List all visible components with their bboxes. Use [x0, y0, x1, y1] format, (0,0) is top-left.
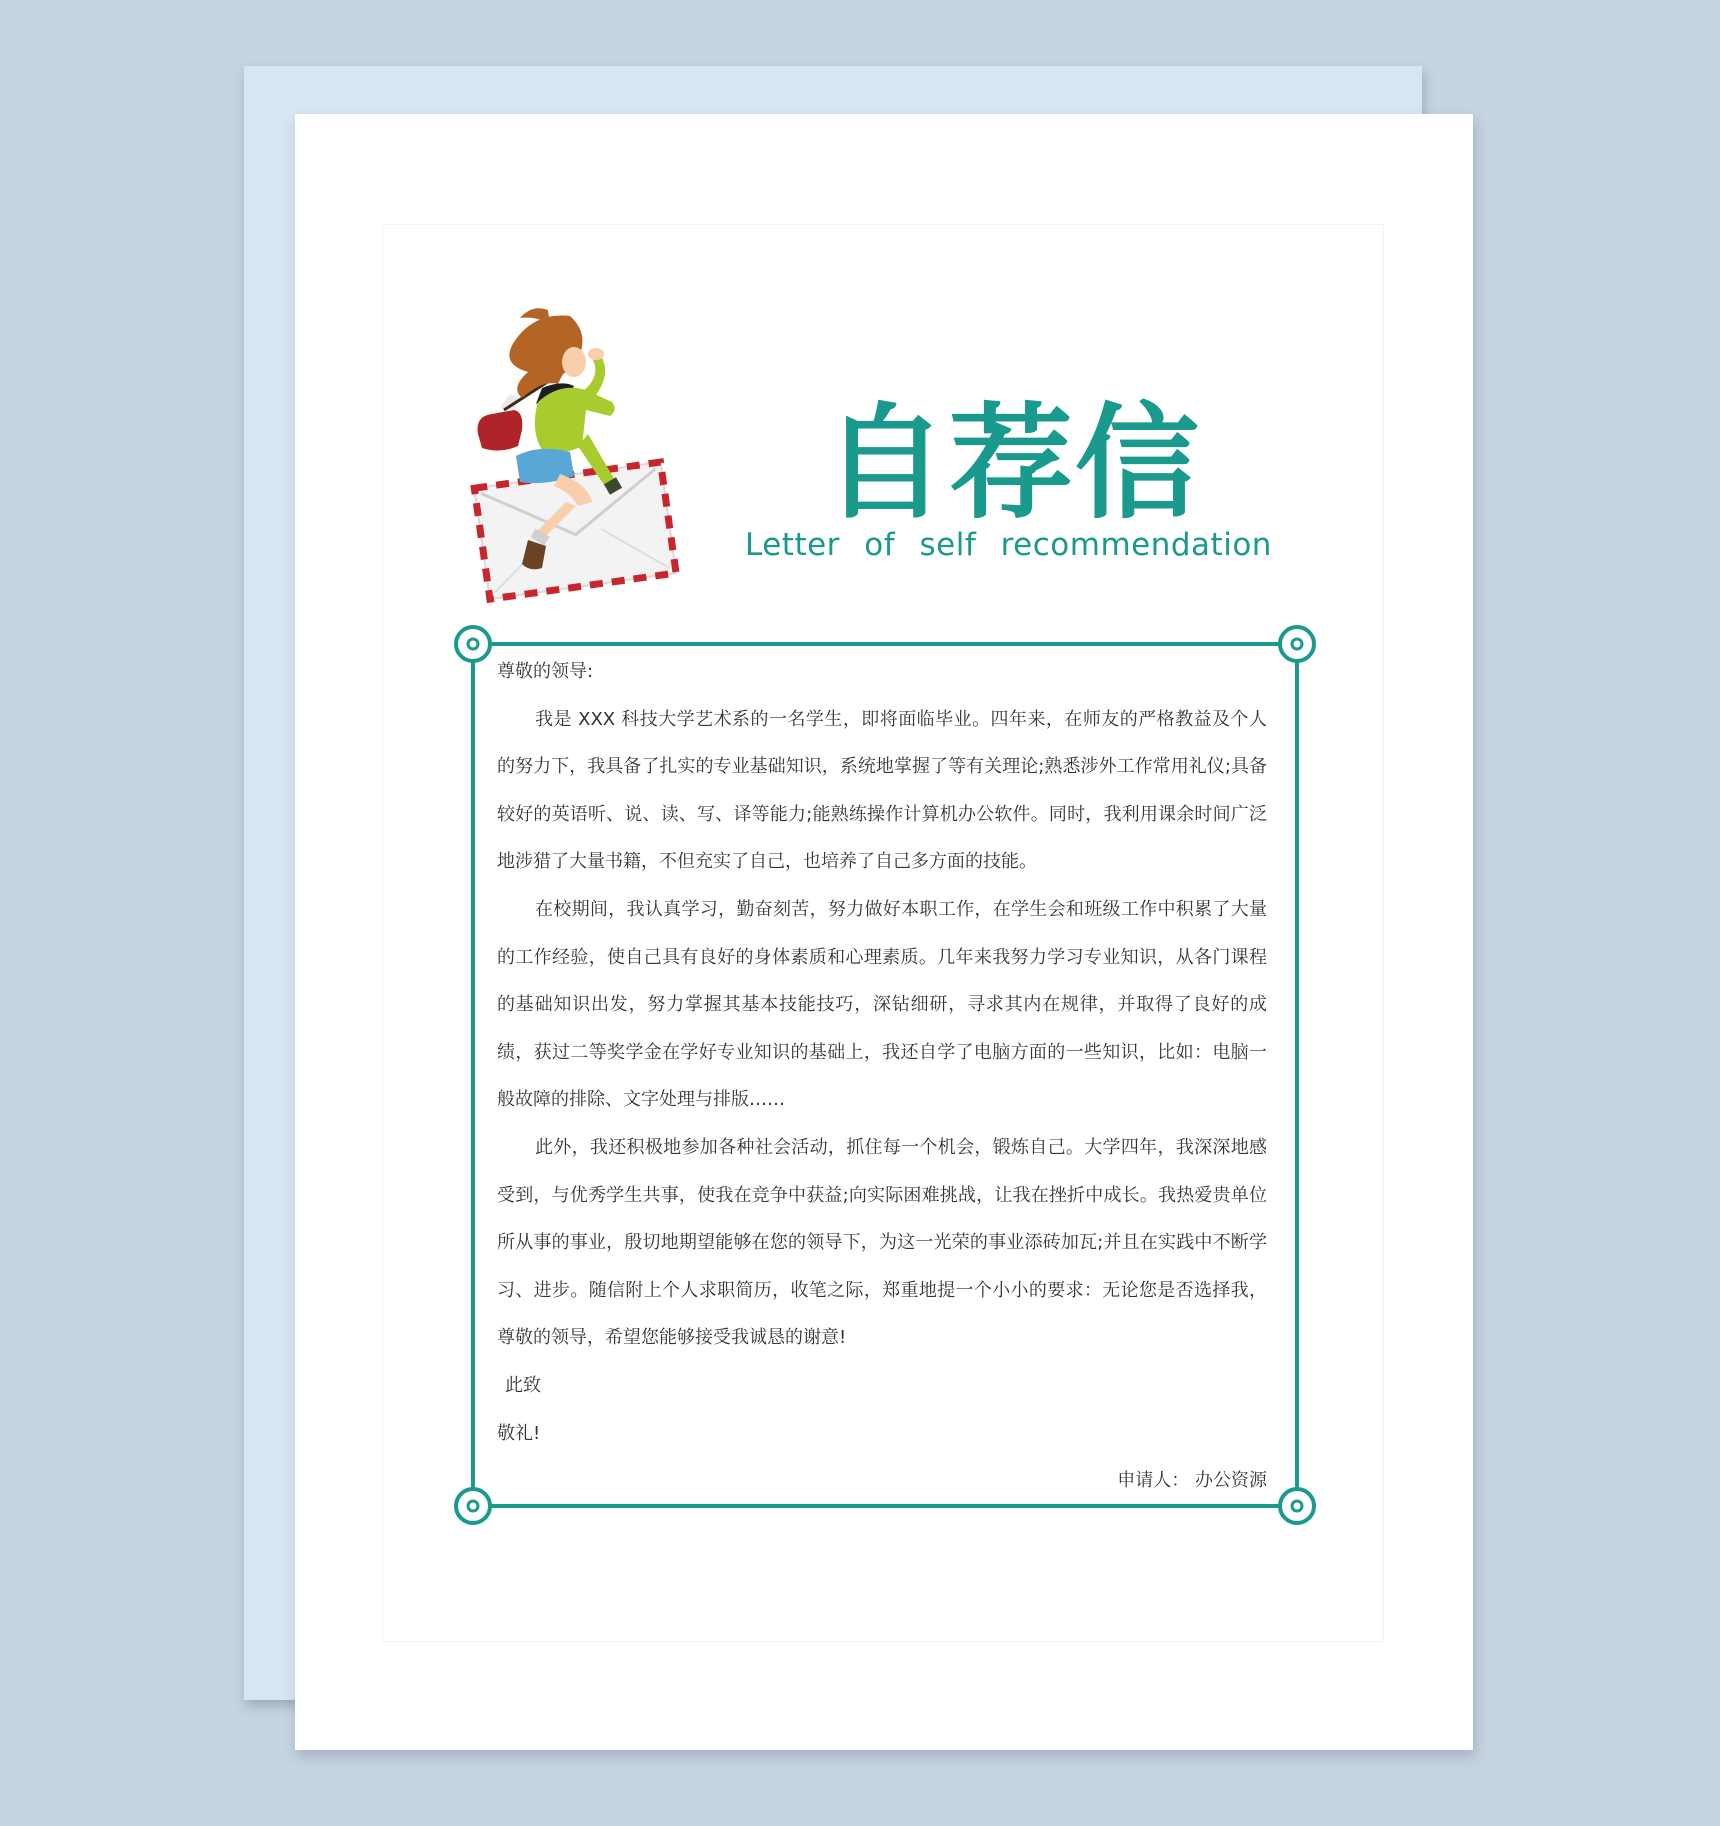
letter-salute: 敬礼!	[497, 1422, 541, 1444]
corner-ring-bottom-left	[456, 1489, 490, 1523]
letter-body	[497, 648, 1267, 1508]
letter-greeting: 尊敬的领导:	[497, 661, 594, 682]
corner-ring-bottom-right	[1280, 1489, 1314, 1523]
letter-paragraph: 此外，我还积极地参加各种社会活动，抓住每一个机会，锻炼自己。大学四年，我深深地感受到，与优秀学生共事，使我在竞争中获益;向实际困难挑战，让我在挫折中成长。我热爱贵单位所从事的事业，殷切地期望能够在您的领导下，为这一光荣的事业添砖加瓦;并且在实践中不断学习、进步。随信附上个人求职简历，收笔之际，郑重地提一个小小的要求：无论您是否选择我，尊敬的领导，希望您能够接受我诚恳的谢意!	[497, 1136, 1267, 1349]
letter-paragraph: 在校期间，我认真学习，勤奋刻苦，努力做好本职工作，在学生会和班级工作中积累了大量的工作经验，使自己具有良好的身体素质和心理素质。几年来我努力学习专业知识，从各门课程的基础知识出发，努力掌握其基本技能技巧，深钻细研，寻求其内在规律，并取得了良好的成绩，获过二等奖学金在学好专业知识的基础上，我还自学了电脑方面的一些知识，比如：电脑一般故障的排除、文字处理与排版……	[497, 898, 1267, 1111]
letter-closing: 此致	[505, 1374, 541, 1396]
page-title: 自荐信	[823, 392, 1202, 536]
girl-riding-envelope-icon	[470, 306, 690, 618]
letter-paragraph: 我是 XXX 科技大学艺术系的一名学生，即将面临毕业。四年来，在师友的严格教益及个人的努力下，我具备了扎实的专业基础知识，系统地掌握了等有关理论;熟悉涉外工作常用礼仪;具备较好的英语听、说、读、写、译等能力;能熟练操作计算机办公软件。同时，我利用课余时间广泛地涉猎了大量书籍，不但充实了自己，也培养了自己多方面的技能。	[497, 708, 1267, 873]
corner-ring-top-right	[1280, 627, 1314, 661]
corner-ring-top-left	[456, 627, 490, 661]
page-subtitle: Letter of self recommendation	[745, 527, 1272, 563]
letter-signature: 申请人： 办公资源	[1117, 1470, 1267, 1492]
front-sheet	[295, 114, 1473, 1750]
